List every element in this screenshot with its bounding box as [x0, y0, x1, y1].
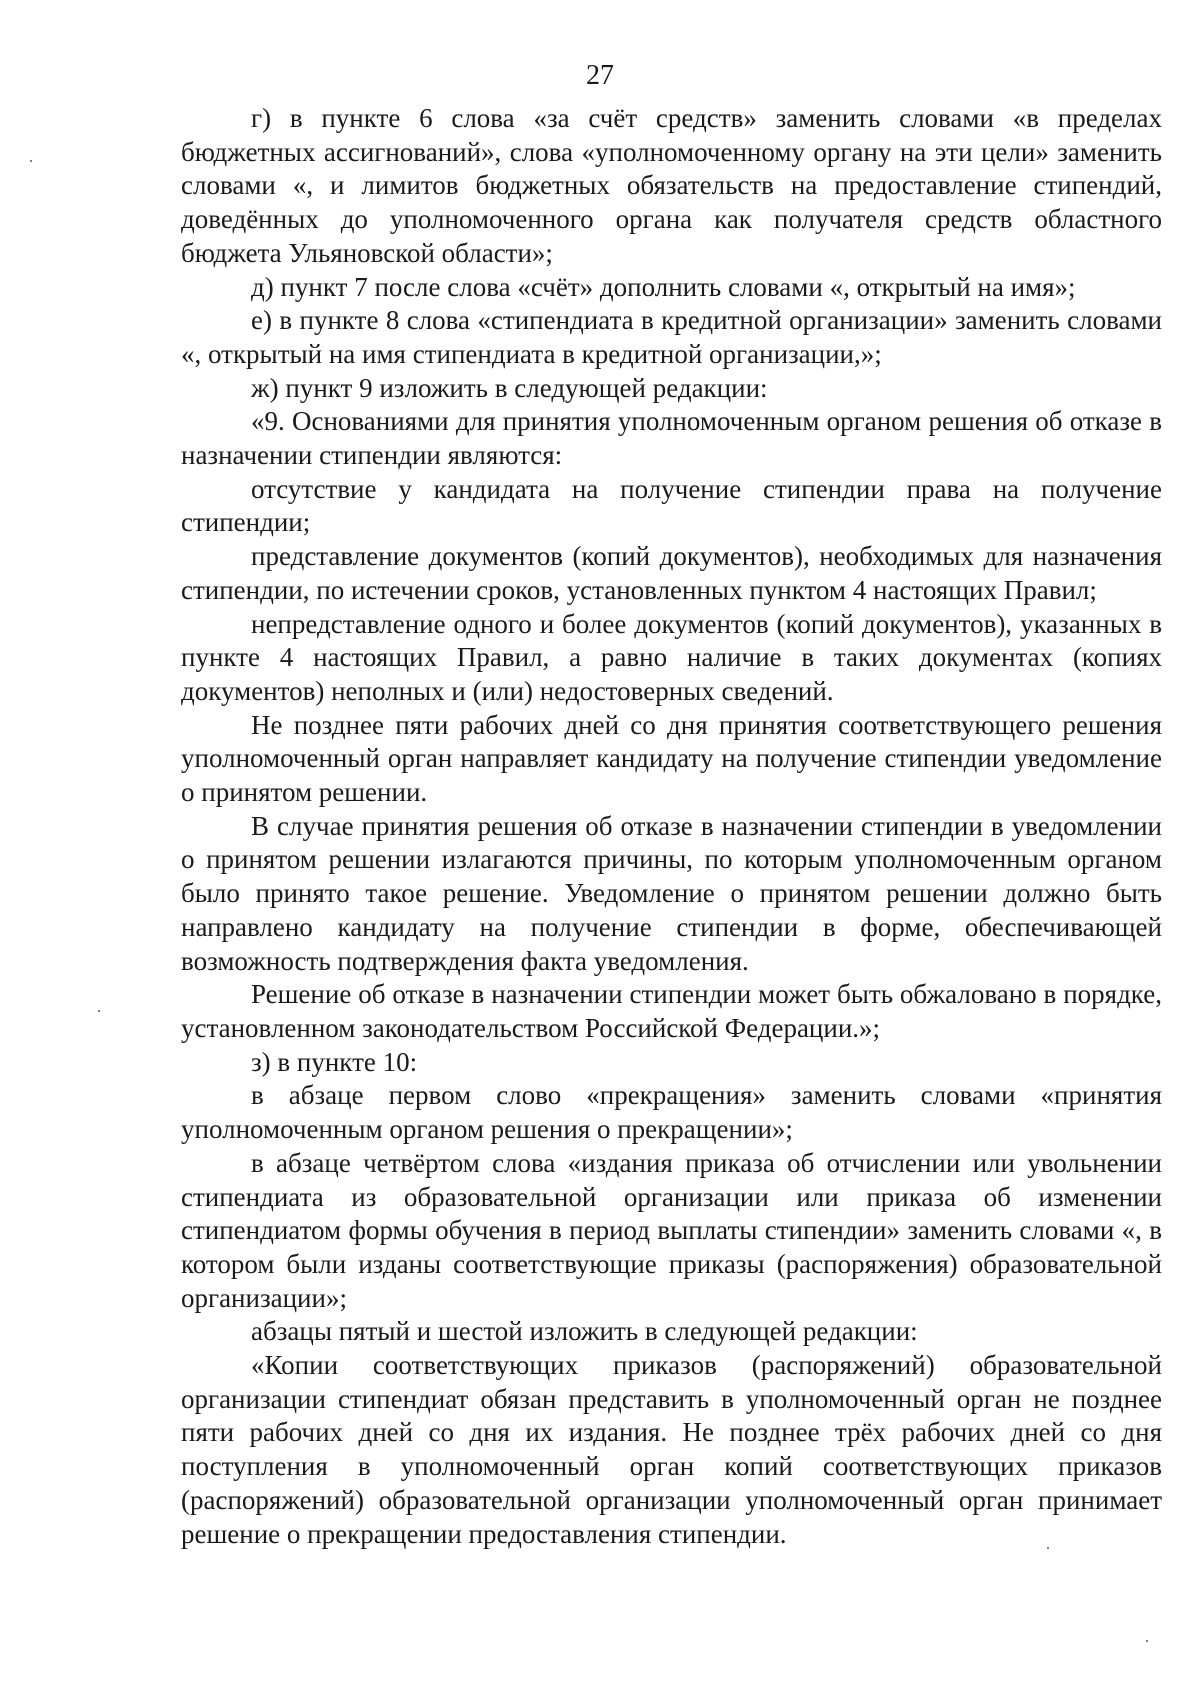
paragraph-copies: «Копии соответствующих приказов (распоряжений) образовательной организации стипендиат обязан представить в уполномоченный орган не позднее пяти рабочих дней со дня их издания. Не позднее трёх рабочих дней со дня поступления в уполномоченный орган копий соответствующих приказов (распоряжений) образовательной организации уполномоченный орган принимает решение о прекращении предоставления стипендии.	[181, 1350, 1162, 1549]
paragraph-fourth-abzats: в абзаце четвёртом слова «издания приказа об отчислении или увольнении стипендиата из образовательной организации или приказа об изменении стипендиатом формы обучения в период выплаты стипендии» заменить словами «, в котором были изданы соответствующие приказы (распоряжения) образовательной организации»;	[181, 1147, 1162, 1313]
paragraph-e: е) в пункте 8 слова «стипендиата в кредитной организации» заменить словами «, открытый на имя стипендиата в кредитной организации,»;	[181, 305, 1162, 369]
paragraph-refusal-reasons: В случае принятия решения об отказе в назначении стипендии в уведомлении о принятом решении излагаются причины, по которым уполномоченным органом было принято такое решение. Уведомление о принятом решении должно быть направлено кандидату на получение стипендии в форме, обеспечивающей возможность подтверждения факта уведомления.	[181, 810, 1162, 976]
paragraph-ground-3: непредставление одного и более документов (копий документов), указанных в пункте 4 настоящих Правил, а равно наличие в таких документах (копиях документов) неполных и (или) недостоверных сведений.	[181, 608, 1162, 706]
paragraph-appeal: Решение об отказе в назначении стипендии может быть обжаловано в порядке, установленном законодательством Российской Федерации.»;	[181, 979, 1162, 1043]
document-body	[181, 102, 1162, 1551]
paragraph-ground-2: представление документов (копий документов), необходимых для назначения стипендии, по истечении сроков, установленных пунктом 4 настоящих Правил;	[181, 541, 1162, 605]
paragraph-ground-1: отсутствие у кандидата на получение стипендии права на получение стипендии;	[181, 473, 1162, 538]
paragraph-first-abzats: в абзаце первом слово «прекращения» заменить словами «принятия уполномоченным органом решения о прекращении»;	[181, 1080, 1162, 1145]
paragraph-g: г) в пункте 6 слова «за счёт средств» заменить словами «в пределах бюджетных ассигнований», слова «уполномоченному органу на эти цели» заменить словами «, и лимитов бюджетных обязательств на предоставление стипендий, доведённых до уполномоченного органа как получателя средств областного бюджета Ульяновской области»;	[181, 103, 1162, 268]
scan-speck	[98, 1010, 100, 1012]
paragraph-notice-deadline: Не позднее пяти рабочих дней со дня принятия соответствующего решения уполномоченный орган направляет кандидату на получение стипендии уведомление о принятом решении.	[181, 709, 1162, 808]
scan-speck	[30, 160, 32, 162]
paragraph-z: з) в пункте 10:	[251, 1046, 418, 1077]
paragraph-zh: ж) пункт 9 изложить в следующей редакции:	[251, 372, 768, 403]
paragraph-fifth-sixth: абзацы пятый и шестой изложить в следующей редакции:	[251, 1316, 918, 1347]
page-number: 27	[586, 60, 614, 91]
paragraph-d: д) пункт 7 после слова «счёт» дополнить словами «, открытый на имя»;	[251, 271, 1076, 302]
scan-speck	[1146, 1640, 1148, 1642]
paragraph-item-9: «9. Основаниями для принятия уполномоченным органом решения об отказе в назначении стипендии являются:	[181, 406, 1162, 471]
scan-speck	[1047, 1547, 1049, 1549]
